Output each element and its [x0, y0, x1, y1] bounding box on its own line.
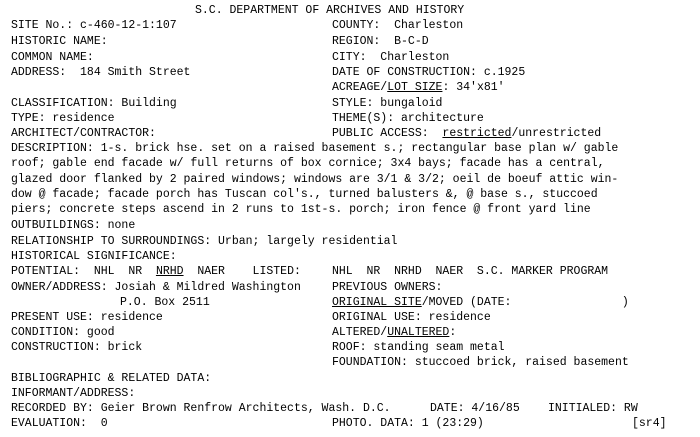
unaltered-colon: :	[449, 326, 457, 339]
style: STYLE: bungaloid	[332, 97, 443, 110]
condition: CONDITION: good	[11, 326, 115, 339]
type: TYPE: residence	[11, 112, 115, 125]
historical-significance: HISTORICAL SIGNIFICANCE:	[11, 250, 177, 263]
classification: CLASSIFICATION: Building	[11, 97, 177, 110]
present-use: PRESENT USE: residence	[11, 311, 163, 324]
unaltered: UNALTERED	[387, 326, 450, 339]
public-access-label: PUBLIC ACCESS:	[332, 127, 443, 140]
county: COUNTY: Charleston	[332, 19, 464, 32]
acreage-lot-size	[332, 82, 505, 94]
public-access-unrestricted: /unrestricted	[511, 127, 602, 140]
description-line: dow @ facade; facade porch has Tuscan col's., turned balusters &, @ base s., stuccoed	[11, 188, 598, 201]
date-of-construction: DATE OF CONSTRUCTION: c.1925	[332, 66, 526, 79]
site-number: SITE No.: c-460-12-1:107	[11, 19, 177, 32]
evaluation: EVALUATION: 0	[11, 417, 108, 430]
recorded-by: RECORDED BY: Geier Brown Renfrow Architects, Wash. D.C.	[11, 402, 391, 415]
city: CITY: Charleston	[332, 51, 450, 64]
potential	[11, 266, 301, 278]
original-site-moved	[332, 297, 629, 309]
initialed: INITIALED: RW	[548, 402, 638, 415]
acreage-label: ACREAGE/	[332, 81, 388, 94]
description-line: glazed door flanked by 2 paired windows; windows are 3/1 & 3/2; oeil de boeuf attic win-	[11, 173, 619, 186]
form-header: S.C. DEPARTMENT OF ARCHIVES AND HISTORY	[195, 4, 465, 17]
construction: CONSTRUCTION: brick	[11, 341, 143, 354]
public-access	[332, 128, 601, 140]
potential-suffix: NAER LISTED:	[183, 265, 301, 278]
description-line: piers; concrete steps ascend in 2 runs to 1st-s. porch; iron fence @ front yard line	[11, 203, 591, 216]
form-code: [sr4]	[632, 417, 667, 430]
altered-label: ALTERED/	[332, 326, 388, 339]
lot-size-label: LOT SIZE	[387, 81, 443, 94]
roof: ROOF: standing seam metal	[332, 341, 505, 354]
owner-address: OWNER/ADDRESS: Josiah & Mildred Washington	[11, 281, 301, 294]
potential-prefix: POTENTIAL: NHL NR	[11, 265, 156, 278]
original-use: ORIGINAL USE: residence	[332, 311, 491, 324]
bibliographic-data: BIBLIOGRAPHIC & RELATED DATA:	[11, 372, 212, 385]
original-site: ORIGINAL SITE	[332, 296, 422, 309]
lot-size-value: : 34'x81'	[442, 81, 505, 94]
previous-owners: PREVIOUS OWNERS:	[332, 281, 443, 294]
photo-data: PHOTO. DATA: 1 (23:29)	[332, 417, 484, 430]
themes: THEME(S): architecture	[332, 112, 484, 125]
date: DATE: 4/16/85	[430, 402, 520, 415]
altered-unaltered	[332, 327, 456, 339]
owner-po-box: P.O. Box 2511	[120, 296, 210, 309]
description-line: roof; gable end facade w/ full returns of box cornice; 3x4 bays; facade has a central,	[11, 157, 605, 170]
informant-address: INFORMANT/ADDRESS:	[11, 387, 136, 400]
public-access-restricted: restricted	[442, 127, 512, 140]
potential-nrhd: NRHD	[155, 265, 184, 278]
historic-name: HISTORIC NAME:	[11, 35, 108, 48]
common-name: COMMON NAME:	[11, 51, 94, 64]
moved-date: /MOVED (DATE: )	[421, 296, 629, 309]
architect-contractor: ARCHITECT/CONTRACTOR:	[11, 127, 156, 140]
outbuildings: OUTBUILDINGS: none	[11, 219, 136, 232]
region: REGION: B-C-D	[332, 35, 429, 48]
description-line: DESCRIPTION: 1-s. brick hse. set on a raised basement s.; rectangular base plan w/ gable	[11, 142, 619, 155]
foundation: FOUNDATION: stuccoed brick, raised basement	[332, 356, 629, 369]
address: ADDRESS: 184 Smith Street	[11, 66, 191, 79]
relationship-to-surroundings: RELATIONSHIP TO SURROUNDINGS: Urban; largely residential	[11, 235, 398, 248]
listed-options: NHL NR NRHD NAER S.C. MARKER PROGRAM	[332, 265, 609, 278]
